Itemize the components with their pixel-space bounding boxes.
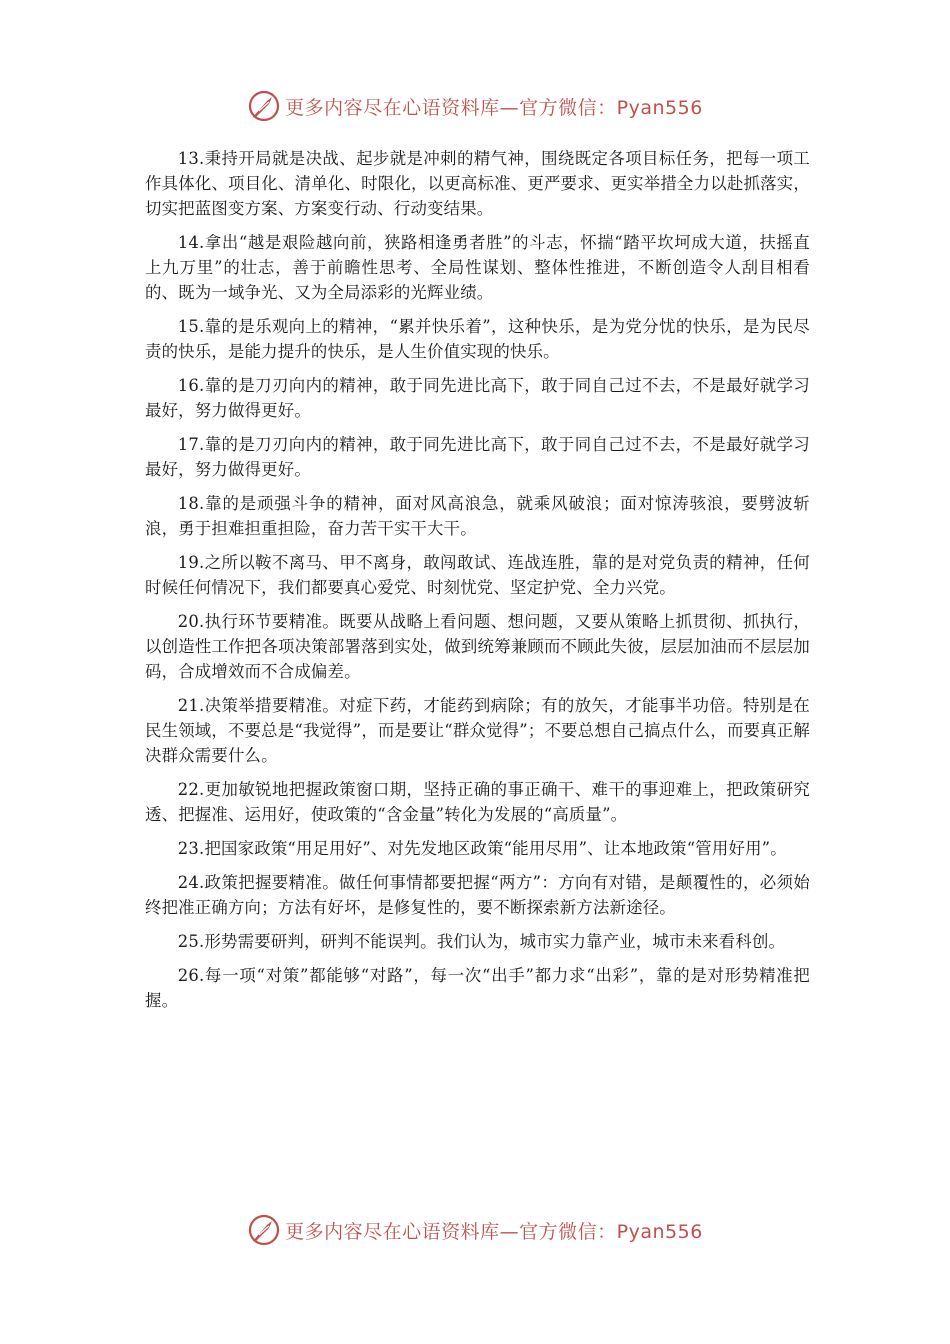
header-banner-text: 更多内容尽在心语资料库—官方微信：Pyan556 (285, 96, 703, 119)
paragraph-22: 22.更加敏锐地把握政策窗口期，坚持正确的事正确干、难干的事迎难上，把政策研究透、把握准、运用好，使政策的“含金量”转化为发展的“高质量”。 (145, 780, 810, 824)
paragraph-13: 13.秉持开局就是决战、起步就是冲刺的精气神，围绕既定各项目标任务，把每一项工作具体化、项目化、清单化、时限化，以更高标准、更严要求、更实举措全力以赴抓落实，切实把蓝图变方案、方案变行动、行动变结果。 (145, 149, 810, 218)
paragraph-24: 24.政策把握要精准。做任何事情都要把握“两方”：方向有对错，是颠覆性的，必须始终把准正确方向；方法有好坏，是修复性的，要不断探索新方法新途径。 (145, 873, 810, 917)
paragraph-18: 18.靠的是顽强斗争的精神，面对风高浪急，就乘风破浪；面对惊涛骇浪，要劈波斩浪，勇于担难担重担险，奋力苦干实干大干。 (145, 494, 810, 538)
paragraph-21: 21.决策举措要精准。对症下药，才能药到病除；有的放矢，才能事半功倍。特别是在民生领域，不要总是“我觉得”，而是要让“群众觉得”；不要总想自己搞点什么，而要真正解决群众需要什么。 (145, 696, 810, 765)
pen-nib-circle-icon (247, 1213, 281, 1247)
paragraph-23: 23.把国家政策“用足用好”、对先发地区政策“能用尽用”、让本地政策“管用好用”。 (177, 839, 787, 858)
paragraph-15: 15.靠的是乐观向上的精神，“累并快乐着”，这种快乐，是为党分忧的快乐，是为民尽责的快乐，是能力提升的快乐，是人生价值实现的快乐。 (145, 317, 810, 361)
footer-banner (0, 1210, 950, 1250)
pen-nib-circle-icon (247, 89, 281, 123)
footer-banner-text: 更多内容尽在心语资料库—官方微信：Pyan556 (285, 1220, 703, 1243)
paragraph-25: 25.形势需要研判，研判不能误判。我们认为，城市实力靠产业，城市未来看科创。 (177, 932, 786, 951)
header-banner (0, 86, 950, 126)
paragraph-16: 16.靠的是刀刃向内的精神，敢于同先进比高下，敢于同自己过不去，不是最好就学习最好，努力做得更好。 (145, 376, 810, 420)
document-body (145, 146, 810, 1022)
paragraph-26: 26.每一项“对策”都能够“对路”，每一次“出手”都力求“出彩”，靠的是对形势精准把握。 (145, 966, 810, 1010)
paragraph-19: 19.之所以鞍不离马、甲不离身，敢闯敢试、连战连胜，靠的是对党负责的精神，任何时候任何情况下，我们都要真心爱党、时刻忧党、坚定护党、全力兴党。 (145, 553, 810, 597)
paragraph-14: 14.拿出“越是艰险越向前，狭路相逢勇者胜”的斗志，怀揣“踏平坎坷成大道，扶摇直上九万里”的壮志，善于前瞻性思考、全局性谋划、整体性推进，不断创造令人刮目相看的、既为一域争光、又为全局添彩的光辉业绩。 (145, 233, 810, 302)
paragraph-20: 20.执行环节要精准。既要从战略上看问题、想问题，又要从策略上抓贯彻、抓执行，以创造性工作把各项决策部署落到实处，做到统筹兼顾而不顾此失彼，层层加油而不层层加码，合成增效而不合成偏差。 (145, 612, 810, 681)
paragraph-17: 17.靠的是刀刃向内的精神，敢于同先进比高下，敢于同自己过不去，不是最好就学习最好，努力做得更好。 (145, 435, 810, 479)
